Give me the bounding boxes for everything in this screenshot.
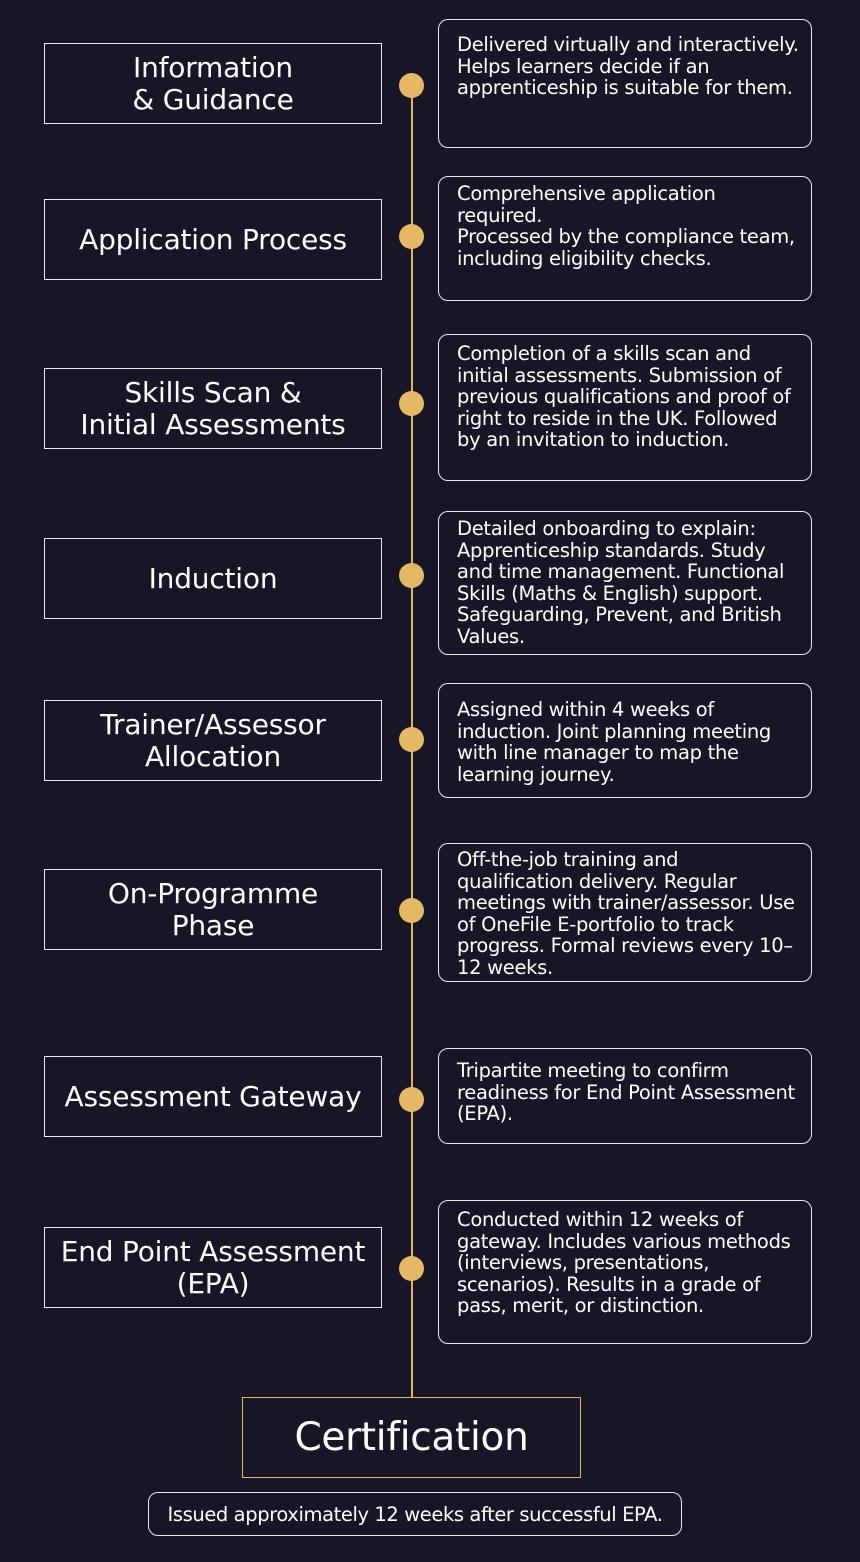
timeline-dot [399,1087,424,1112]
description-line: Helps learners decide if an apprenticeship is suitable for them. [457,54,793,99]
description-line: Conducted within 12 weeks of gateway. Includes various methods (interviews, presentations, scenarios). Results in a grade of pass, merit, or distinction. [457,1208,791,1317]
stage-description-induction [438,511,812,655]
stage-description-application-process [438,176,812,301]
stage-skills-scan: Skills Scan & Initial Assessments [44,368,382,449]
description-line: Assigned within 4 weeks of induction. Joint planning meeting with line manager to map the learning journey. [457,698,771,786]
stage-description-skills-scan [438,334,812,481]
stage-description-on-programme-phase [438,843,812,982]
timeline-dot [399,1256,424,1281]
stage-assessment-gateway: Assessment Gateway [44,1056,382,1137]
stage-information-guidance: Information & Guidance [44,43,382,124]
description-line: Comprehensive application required. [457,182,716,227]
certification-box: Certification [242,1397,581,1478]
description-line: Detailed onboarding to explain: Apprenticeship standards. Study and time management. Functional Skills (Maths & English) support. Safeguarding, Prevent, and British Values. [457,517,785,648]
certification-note: Issued approximately 12 weeks after successful EPA. [148,1492,682,1536]
stage-description-end-point-assessment [438,1200,812,1344]
timeline-dot [399,727,424,752]
description-line: Tripartite meeting to confirm readiness for End Point Assessment (EPA). [457,1059,795,1125]
stage-description-information-guidance [438,19,812,148]
stage-description-trainer-assessor-allocation [438,683,812,798]
description-line: Processed by the compliance team, including eligibility checks. [457,225,795,270]
stage-description-assessment-gateway [438,1048,812,1144]
description-line: Off-the-job training and qualification delivery. Regular meetings with trainer/assessor. Use of OneFile E-portfolio to track progress. Formal reviews every 10–12 weeks. [457,848,795,979]
description-line: Delivered virtually and interactively. [457,33,799,56]
timeline-dot [399,898,424,923]
stage-on-programme-phase: On-Programme Phase [44,869,382,950]
timeline-dot [399,391,424,416]
stage-end-point-assessment: End Point Assessment (EPA) [44,1227,382,1308]
timeline-dot [399,224,424,249]
timeline-dot [399,73,424,98]
timeline-dot [399,563,424,588]
stage-induction: Induction [44,538,382,619]
description-line: Completion of a skills scan and initial assessments. Submission of previous qualifications and proof of right to reside in the UK. Followed by an invitation to induction. [457,342,791,451]
stage-application-process: Application Process [44,199,382,280]
stage-trainer-assessor-allocation: Trainer/Assessor Allocation [44,700,382,781]
